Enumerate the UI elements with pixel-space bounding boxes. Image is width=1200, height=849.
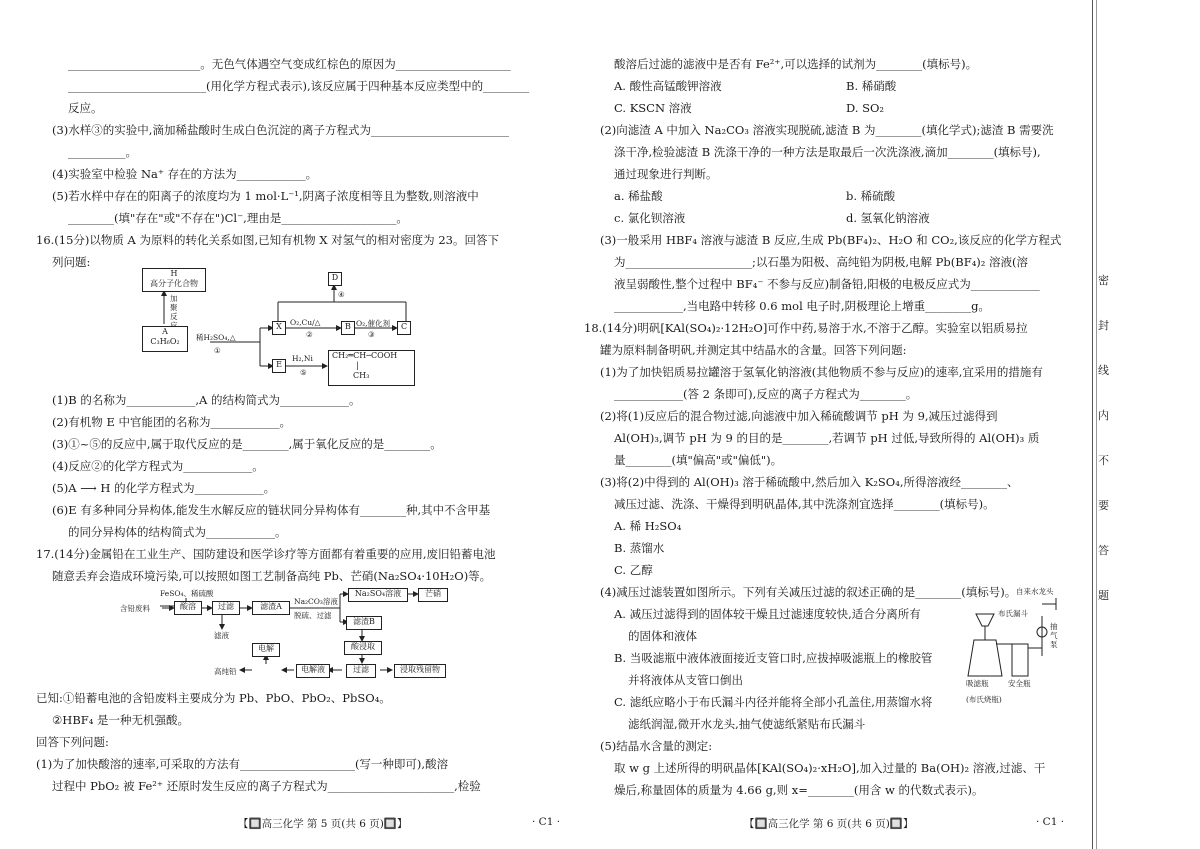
- flow-acid-dissolve: 酸溶: [174, 601, 202, 615]
- q18-4-opt-c: C. 滤纸应略小于布氏漏斗内径并能将全部小孔盖住,用蒸馏水将: [614, 695, 933, 709]
- q17-opt-b: B. 稀硝酸: [846, 79, 897, 93]
- label-flask-note: (布氏烧瓶): [966, 695, 1002, 704]
- flow-filter-1: 过滤: [212, 601, 240, 615]
- q16-3: (3)①~⑤的反应中,属于取代反应的是________,属于氧化反应的是________。: [52, 437, 442, 451]
- seal-char-6: 要: [1098, 499, 1109, 512]
- flow-filtrate: 滤液: [214, 631, 229, 640]
- q17-opt-d2: d. 氢氧化钠溶液: [846, 211, 930, 225]
- reaction-1: ①: [214, 346, 221, 355]
- q16-diagram: [140, 266, 440, 388]
- flow-desulf-step: 脱硫、过滤: [294, 611, 332, 620]
- q15-line-2: ________________________(用化学方程式表示),该反应属于四种基本反应类型中的________: [68, 79, 530, 93]
- q18-5-cont2: 燥后,称量固体的质量为 4.66 g,则 x=________(用含 w 的代数式表示)。: [614, 783, 984, 797]
- node-c: C: [397, 321, 411, 335]
- reaction-3: ③: [368, 330, 375, 339]
- q17-1-tail: 酸溶后过滤的滤液中是否有 Fe²⁺,可以选择的试剂为________(填标号)。: [614, 57, 978, 71]
- footer-left: 【🔲高三化学 第 5 页(共 6 页)🔲】: [238, 818, 408, 830]
- q17-3: (3)一般采用 HBF₄ 溶液与滤渣 B 反应,生成 Pb(BF₄)₂、H₂O 和 CO₂,该反应的化学方程式: [600, 233, 1062, 247]
- q18-2-cont: Al(OH)₃,调节 pH 为 9 的目的是________,若调节 pH 过低,导致所得的 Al(OH)₃ 质: [614, 431, 1040, 445]
- seal-char-8: 题: [1098, 589, 1109, 602]
- q18-5-cont: 取 w g 上述所得的明矾晶体[KAl(SO₄)₂·xH₂O],加入过量的 Ba(OH)₂ 溶液,过滤、干: [614, 761, 1046, 775]
- flow-pure-pb: 高纯铅: [214, 667, 237, 676]
- node-a: [142, 326, 188, 352]
- q17-opt-a: A. 酸性高锰酸钾溶液: [614, 79, 722, 93]
- q18-3: (3)将(2)中得到的 Al(OH)₃ 溶于稀硫酸中,然后加入 K₂SO₄,所得溶液经________、: [600, 475, 1019, 489]
- seal-line: [1092, 0, 1093, 849]
- label-pump: 抽气泵: [1050, 622, 1058, 649]
- q17-2-cont2: 通过现象进行判断。: [614, 167, 718, 181]
- q18-3-opt-c: C. 乙醇: [614, 563, 653, 577]
- q18-1: (1)为了加快铝质易拉罐溶于氢氧化钠溶液(其他物质不参与反应)的速率,宜采用的措施有: [600, 365, 1043, 379]
- footer-left-code: · C1 ·: [532, 816, 561, 828]
- q16-6: (6)E 有多种同分异构体,能发生水解反应的链状同分异构体有________种,其中不含甲基: [52, 503, 491, 517]
- q17-3-cont: 为______________________;以石墨为阳极、高纯铅为阴极,电解 Pb(BF₄)₂ 溶液(溶: [614, 255, 1029, 269]
- flow-electrolyte: 电解液: [296, 664, 330, 678]
- q16-6-cont: 的同分异构体的结构简式为____________。: [68, 525, 287, 539]
- node-a-formula: C₃H₆O₂: [150, 337, 180, 346]
- q17-opt-c2: c. 氯化钡溶液: [614, 211, 686, 225]
- q17-flowchart: [118, 586, 498, 682]
- q17-opt-d: D. SO₂: [846, 101, 885, 115]
- node-a-label: A: [162, 327, 168, 336]
- filtration-apparatus: [960, 586, 1072, 690]
- q17-2: (2)向滤渣 A 中加入 Na₂CO₃ 溶液实现脱硫,滤渣 B 为________(填化学式);滤渣 B 需要洗: [600, 123, 1054, 137]
- reaction-2: ②: [306, 330, 313, 339]
- q15-4: (4)实验室中检验 Na⁺ 存在的方法为____________。: [52, 167, 318, 181]
- q17-1: (1)为了加快酸溶的速率,可采取的方法有____________________(写一种即可),酸溶: [36, 757, 449, 771]
- q16-5: (5)A ⟶ H 的化学方程式为____________。: [52, 481, 276, 495]
- q16-4: (4)反应②的化学方程式为____________。: [52, 459, 264, 473]
- node-b: B: [341, 321, 355, 335]
- q18-4-opt-c-cont: 滤纸润湿,微开水龙头,抽气使滤纸紧贴布氏漏斗: [628, 717, 866, 731]
- seal-gutter: [1082, 0, 1200, 849]
- q17-2-cont: 涤干净,检验滤渣 B 洗涤干净的一种方法是取最后一次洗涤液,滴加________(填标号),: [614, 145, 1041, 159]
- condition-3: O₂,催化剂: [356, 319, 391, 328]
- q15-3-cont: __________。: [68, 145, 137, 159]
- node-x: X: [272, 321, 286, 335]
- flow-reagent: FeSO₄、稀硫酸: [160, 589, 214, 598]
- q15-5: (5)若水样中存在的阳离子的浓度均为 1 mol·L⁻¹,阴离子浓度相等且为整数,则溶液中: [52, 189, 479, 203]
- q17-opt-a2: a. 稀盐酸: [614, 189, 663, 203]
- q17-opt-b2: b. 稀硫酸: [846, 189, 896, 203]
- q18-stem: 18.(14分)明矾[KAl(SO₄)₂·12H₂O]可作中药,易溶于水,不溶于乙醇。实验室以铝质易拉: [584, 321, 1028, 335]
- q18-4-opt-b: B. 当吸滤瓶中液体液面接近支管口时,应拔掉吸滤瓶上的橡胶管: [614, 651, 933, 665]
- q15-5-cont: ________(填"存在"或"不存在")Cl⁻,理由是____________________。: [68, 211, 408, 225]
- q17-known-1: 已知:①铅蓄电池的含铅废料主要成分为 Pb、PbO、PbO₂、PbSO₄。: [36, 691, 391, 705]
- seal-char-5: 不: [1098, 454, 1109, 467]
- seal-char-1: 密: [1098, 274, 1109, 287]
- seal-char-3: 线: [1098, 364, 1109, 377]
- flow-na2so4: Na₂SO₄溶液: [348, 588, 408, 602]
- flow-feed: 含铅废料: [120, 604, 150, 613]
- q15-line-1: _______________________。无色气体遇空气变成红棕色的原因为____________________: [68, 57, 511, 71]
- flow-acid-leach: 酸浸取: [344, 641, 382, 655]
- q17-3-cont2: 液呈弱酸性,整个过程中 BF₄⁻ 不参与反应)制备铅,阳极的电极反应式为____________: [614, 277, 1040, 291]
- label-funnel: 布氏漏斗: [998, 609, 1028, 618]
- q18-2-cont2: 量________(填"偏高"或"偏低")。: [614, 453, 783, 467]
- node-h: [142, 268, 206, 292]
- q17-known-2: ②HBF₄ 是一种无机强酸。: [52, 713, 190, 727]
- q18-4-opt-b-cont: 并将液体从支管口倒出: [628, 673, 743, 687]
- q18-2: (2)将(1)反应后的混合物过滤,向滤液中加入稀硫酸调节 pH 为 9,减压过滤得到: [600, 409, 998, 423]
- condition-2: O₂,Cu/△: [290, 318, 321, 327]
- flow-residue: 浸取残留物: [394, 664, 446, 678]
- footer-right: 【🔲高三化学 第 6 页(共 6 页)🔲】: [744, 818, 914, 830]
- q17-opt-c: C. KSCN 溶液: [614, 101, 692, 115]
- reaction-5: ⑤: [300, 368, 307, 377]
- flow-residue-a: 滤渣A: [252, 601, 290, 615]
- reaction-4: ④: [338, 290, 345, 299]
- q15-line-3: 反应。: [68, 101, 103, 115]
- product-formula-bond: |: [356, 361, 359, 370]
- condition-5: H₂,Ni: [292, 354, 313, 363]
- product-formula-bottom: CH₃: [353, 371, 370, 380]
- seal-char-7: 答: [1098, 544, 1109, 557]
- label-tap: 自来水龙头: [1016, 587, 1054, 596]
- q18-stem-cont: 罐为原料制备明矾,并测定其中结晶水的含量。回答下列问题:: [600, 343, 907, 357]
- node-product: [328, 350, 415, 386]
- q18-3-cont: 减压过滤、洗涤、干燥得到明矾晶体,其中洗涤剂宜选择________(填标号)。: [614, 497, 995, 511]
- flow-electrolysis: 电解: [252, 643, 280, 657]
- seal-char-4: 内: [1098, 409, 1109, 422]
- q17-stem: 17.(14分)金属铅在工业生产、国防建设和医学诊疗等方面都有着重要的应用,废旧铅蓄电池: [36, 547, 496, 561]
- q17-stem-cont: 随意丢弃会造成环境污染,可以按照如图工艺制备高纯 Pb、芒硝(Na₂SO₄·10H₂O)等。: [52, 569, 492, 583]
- q15-3: (3)水样③的实验中,滴加稀盐酸时生成白色沉淀的离子方程式为________________________: [52, 123, 509, 137]
- product-formula-top: CH₂═CH─COOH: [332, 351, 398, 360]
- flow-desulf-reagent: Na₂CO₃溶液: [294, 597, 338, 606]
- q16-stem-cont: 列问题:: [52, 255, 91, 269]
- q16-1: (1)B 的名称为____________,A 的结构简式为____________。: [52, 393, 361, 407]
- q16-stem: 16.(15分)以物质 A 为原料的转化关系如图,已知有机物 X 对氢气的相对密度为 23。回答下: [36, 233, 499, 247]
- node-e: E: [272, 359, 286, 373]
- node-h-label: H: [170, 269, 178, 278]
- footer-right-code: · C1 ·: [1036, 816, 1065, 828]
- node-h-sub: 高分子化合物: [150, 279, 198, 288]
- label-flask: 吸滤瓶: [966, 679, 989, 688]
- q17-1-cont: 过程中 PbO₂ 被 Fe²⁺ 还原时发生反应的离子方程式为______________________,检验: [52, 779, 481, 793]
- seal-line-inner: [1096, 0, 1097, 849]
- acid-condition: 稀H₂SO₄,△: [196, 333, 236, 342]
- q18-3-opt-b: B. 蒸馏水: [614, 541, 665, 555]
- q18-4: (4)减压过滤装置如图所示。下列有关减压过滤的叙述正确的是________(填标号)。: [600, 585, 1017, 599]
- q16-2: (2)有机物 E 中官能团的名称为____________。: [52, 415, 291, 429]
- flow-residue-b: 滤渣B: [346, 616, 382, 630]
- node-d: D: [328, 272, 342, 286]
- q18-5: (5)结晶水含量的测定:: [600, 739, 713, 753]
- q17-3-cont3: ____________,当电路中转移 0.6 mol 电子时,阴极理论上增重________g。: [614, 299, 990, 313]
- flow-mirabilite: 芒硝: [418, 588, 448, 602]
- label-safety: 安全瓶: [1008, 679, 1031, 688]
- q18-4-opt-a: A. 减压过滤得到的固体较干燥且过滤速度较快,适合分离所有: [614, 607, 921, 621]
- q18-4-opt-a-cont: 的固体和液体: [628, 629, 697, 643]
- addition-label: 加聚反: [170, 294, 178, 321]
- q18-1-cont: ____________(答 2 条即可),反应的离子方程式为________。: [614, 387, 918, 401]
- flow-filter-2: 过滤: [346, 664, 376, 678]
- q18-3-opt-a: A. 稀 H₂SO₄: [614, 519, 682, 533]
- seal-char-2: 封: [1098, 319, 1109, 332]
- q17-answer-prompt: 回答下列问题:: [36, 735, 109, 749]
